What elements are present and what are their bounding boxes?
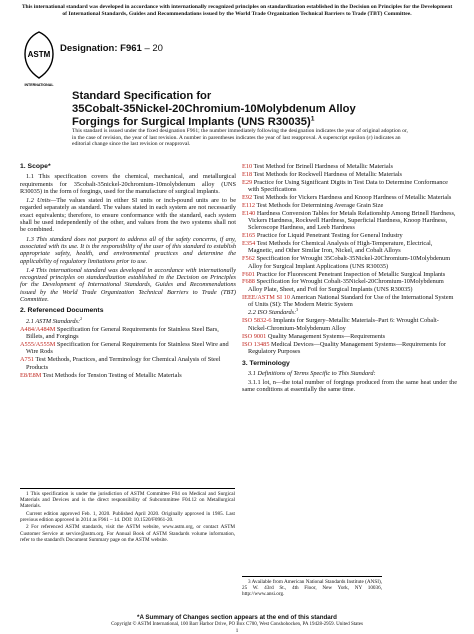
astm-reference: [242, 255, 457, 270]
iso-reference: [242, 333, 457, 340]
scope-1-2: 1.2 Units—The values stated in either SI units or inch-pound units are to be regarded separately as standard. The values stated in each system are not necessarily exact equivalents; therefore, to ensure conformance with the standard, each system shall be used independently of the other, and values from the two systems shall not be combined.: [20, 197, 236, 234]
svg-text:INTERNATIONAL: INTERNATIONAL: [24, 83, 54, 87]
astm-reference: [242, 194, 457, 201]
astm-reference-code[interactable]: E18: [242, 170, 253, 178]
astm-reference: [20, 372, 236, 379]
astm-reference-code[interactable]: IEEE/ASTM SI 10: [242, 293, 290, 301]
astm-reference-code[interactable]: F688: [242, 278, 255, 286]
iso-reference-title: Medical Devices—Quality Management Systems—Requirements for Regulatory Purposes: [248, 340, 446, 355]
footnote-2: 2 For referenced ASTM standards, visit the ASTM website, www.astm.org, or contact ASTM Customer Service at service@astm.org. For Annual Book of ASTM Standards volume information, refer to the standard's Document Summary page on the ASTM website.: [20, 524, 235, 543]
astm-reference-code[interactable]: F601: [242, 270, 255, 278]
left-column: [20, 163, 236, 379]
astm-reference-title: Specification for Wrought 35Cobalt-35Nickel-20Chromium-10Molybdenum Alloy for Surgical Implant Applications (UNS R30035): [248, 255, 451, 270]
astm-reference-code[interactable]: A751: [20, 356, 34, 364]
designation: [60, 43, 163, 54]
astm-reference-title: Specification for Wrought Cobalt-35Nickel-20Chromium-10Molybdenum Alloy Plate, Sheet, and Foil for Surgical Implants (UNS R30035): [248, 278, 444, 293]
astm-reference-code[interactable]: E10: [242, 163, 253, 170]
astm-reference-title: Hardness Conversion Tables for Metals Relationship Among Brinell Hardness, Vickers Hardness, Rockwell Hardness, Superficial Hardness, Knoop Hardness, Scleroscope Hardness, and Leeb Hardness: [248, 209, 456, 232]
footnote-3: 3 Available from American National Standards Institute (ANSI), 25 W. 43rd St., 4th Floor, New York, NY 10036, http://www.ansi.org.: [242, 579, 382, 598]
astm-reference-title: Specification for General Requirements for Stainless Steel Bars, Billets, and Forgings: [26, 325, 219, 341]
astm-reference-code[interactable]: E112: [242, 201, 256, 209]
document-header: [22, 30, 452, 90]
copyright-line: Copyright © ASTM International, 100 Barr Harbor Drive, PO Box C700, West Conshohocken, PA 19428-2959. United States: [111, 622, 363, 627]
iso-reference: [242, 317, 457, 332]
astm-reference-list: [20, 326, 236, 379]
astm-reference-code[interactable]: E354: [242, 240, 256, 248]
astm-reference-title: Practice for Liquid Penetrant Testing for General Industry: [255, 232, 403, 240]
iso-reference-code[interactable]: ISO 13485: [242, 340, 270, 348]
tbt-notice: This international standard was developed in accordance with internationally recognized principles on standardization established in the Decision on Principles for the Development of International Standards, Guides and Recommendations issued by the World Trade Organization Technical Barriers to Trade (TBT) Committee.: [21, 4, 453, 17]
astm-reference-title: Test Methods, Practices, and Terminology for Chemical Analysis of Steel Products: [26, 356, 221, 371]
terminology-definitions-label: 3.1 Definitions of Terms Specific to This Standard:: [248, 370, 376, 378]
title-line-3: Forgings for Surgical Implants (UNS R30035)$^1$: [72, 115, 315, 128]
iso-reference-code[interactable]: ISO 9001: [242, 332, 267, 340]
title-line-1: Standard Specification for: [72, 90, 212, 102]
astm-reference: [242, 210, 457, 232]
astm-reference: [242, 179, 457, 194]
astm-reference-code[interactable]: E29: [242, 178, 253, 186]
footnote-1-edition: Current edition approved Feb. 1, 2020. Published April 2020. Originally approved in 1985. Last previous edition approved in 2014 as F961 – 14. DOI: 10.1520/F0961-20.: [20, 510, 235, 523]
referenced-documents-heading: 2. Referenced Documents: [20, 307, 104, 315]
astm-reference: [242, 232, 457, 239]
astm-reference: [20, 356, 236, 371]
astm-reference-title: Test Methods for Rockwell Hardness of Metallic Materials: [252, 170, 402, 178]
summary-of-changes-note: *A Summary of Changes section appears at the end of this standard: [137, 614, 337, 621]
astm-reference-title: American National Standard for Use of the International System of Units (SI): The Modern Metric System: [248, 293, 454, 308]
right-column: [242, 163, 457, 395]
iso-reference-title: Quality Management Systems—Requirements: [266, 332, 386, 340]
astm-reference-list-continued: [242, 163, 457, 308]
astm-reference-title: Test Methods for Determining Average Grain Size: [255, 201, 384, 209]
astm-reference: [242, 294, 457, 309]
title-block: [72, 90, 412, 129]
astm-reference-code[interactable]: E165: [242, 232, 256, 240]
astm-reference-title: Test Methods for Vickers Hardness and Knoop Hardness of Metallic Materials: [252, 193, 452, 201]
astm-reference-title: Specification for General Requirements for Stainless Steel Wire and Wire Rods: [26, 341, 229, 356]
iso-reference-code[interactable]: ISO 5832-6: [242, 317, 272, 325]
scope-1-4: 1.4 This international standard was developed in accordance with internationally recognized principles on standardization established in the Decision on Principles for the Development of International Standards, Guides and Recommendations issued by the World Trade Organization Technical Barriers to Trade (TBT) Committee.: [20, 266, 236, 304]
terminology-lot-definition: 3.1.1 lot, n—the total number of forgings produced from the same heat under the same conditions at essentially the same time.: [242, 378, 457, 394]
designation-edition: – 20: [141, 43, 163, 54]
astm-reference-title: Test Method for Brinell Hardness of Metallic Materials: [252, 163, 393, 170]
astm-reference: [20, 341, 236, 356]
title-line-2: 35Cobalt-35Nickel-20Chromium-10Molybdenum Alloy: [72, 103, 356, 115]
iso-reference-title: Implants for Surgery–Metallic Materials–Part 6: Wrought Cobalt-Nickel-Chromium-Molybdenum Alloy: [248, 317, 439, 332]
astm-reference-code[interactable]: E140: [242, 209, 256, 217]
astm-reference-code[interactable]: F562: [242, 255, 255, 263]
astm-reference: [242, 240, 457, 255]
footnotes-left: [20, 488, 235, 544]
astm-reference-title: Practice for Fluorescent Penetrant Inspection of Metallic Surgical Implants: [254, 270, 446, 278]
astm-reference: [242, 278, 457, 293]
svg-text:ASTM: ASTM: [27, 50, 51, 59]
astm-logo-icon: [22, 30, 56, 88]
designation-label: Designation: F961: [60, 43, 142, 54]
iso-reference: [242, 341, 457, 356]
astm-reference-title: Test Methods for Chemical Analysis of High-Temperature, Electrical, Magnetic, and Other Similar Iron, Nickel, and Cobalt Alloys: [248, 240, 433, 255]
issuance-note: This standard is issued under the fixed designation F961; the number immediately following the designation indicates the year of original adoption or, in the case of revision, the year of last revision. A number in parentheses indicates the year of last reapproval. A superscript epsilon (ε) indicates an editorial change since the last revision or reapproval.: [72, 128, 408, 148]
iso-reference-list: [242, 317, 457, 355]
astm-standards-label: 2.1 ASTM Standards:$^2$: [26, 316, 82, 325]
astm-reference-code[interactable]: E8/E8M: [20, 371, 42, 379]
astm-reference: [242, 271, 457, 278]
scope-1-1: 1.1 This specification covers the chemical, mechanical, and metallurgical requirements for 35cobalt-35nickel-20chromium-10molybdenum alloy (UNS R30035) in the form of forgings, used for the manufacture of surgical implants.: [20, 173, 236, 195]
astm-reference-code[interactable]: E92: [242, 193, 253, 201]
iso-standards-label: 2.2 ISO Standards:$^3$: [248, 308, 299, 317]
astm-reference-code[interactable]: A555/A555M: [20, 341, 56, 349]
astm-reference: [242, 171, 457, 178]
astm-reference-title: Test Methods for Tension Testing of Metallic Materials: [41, 371, 182, 379]
astm-reference: [242, 202, 457, 209]
astm-reference-title: Practice for Using Significant Digits in Test Data to Determine Conformance with Specifications: [248, 178, 448, 194]
footnotes-right: [242, 576, 382, 599]
footnote-1: 1 This specification is under the jurisdiction of ASTM Committee F04 on Medical and Surgical Materials and Devices and is the direct responsibility of Subcommittee F04.12 on Metallurgical Materials.: [20, 491, 235, 510]
astm-reference-code[interactable]: A484/A484M: [20, 325, 56, 333]
astm-reference: [20, 326, 236, 341]
scope-heading: 1. Scope*: [20, 163, 51, 170]
scope-1-3: 1.3 This standard does not purport to address all of the safety concerns, if any, associated with its use. It is the responsibility of the user of this standard to establish appropriate safety, health, and environmental practices and determine the applicability of regulatory limitations prior to use.: [20, 235, 236, 265]
terminology-heading: 3. Terminology: [242, 360, 290, 368]
page-number: 1: [235, 628, 239, 634]
astm-reference: [242, 163, 457, 170]
